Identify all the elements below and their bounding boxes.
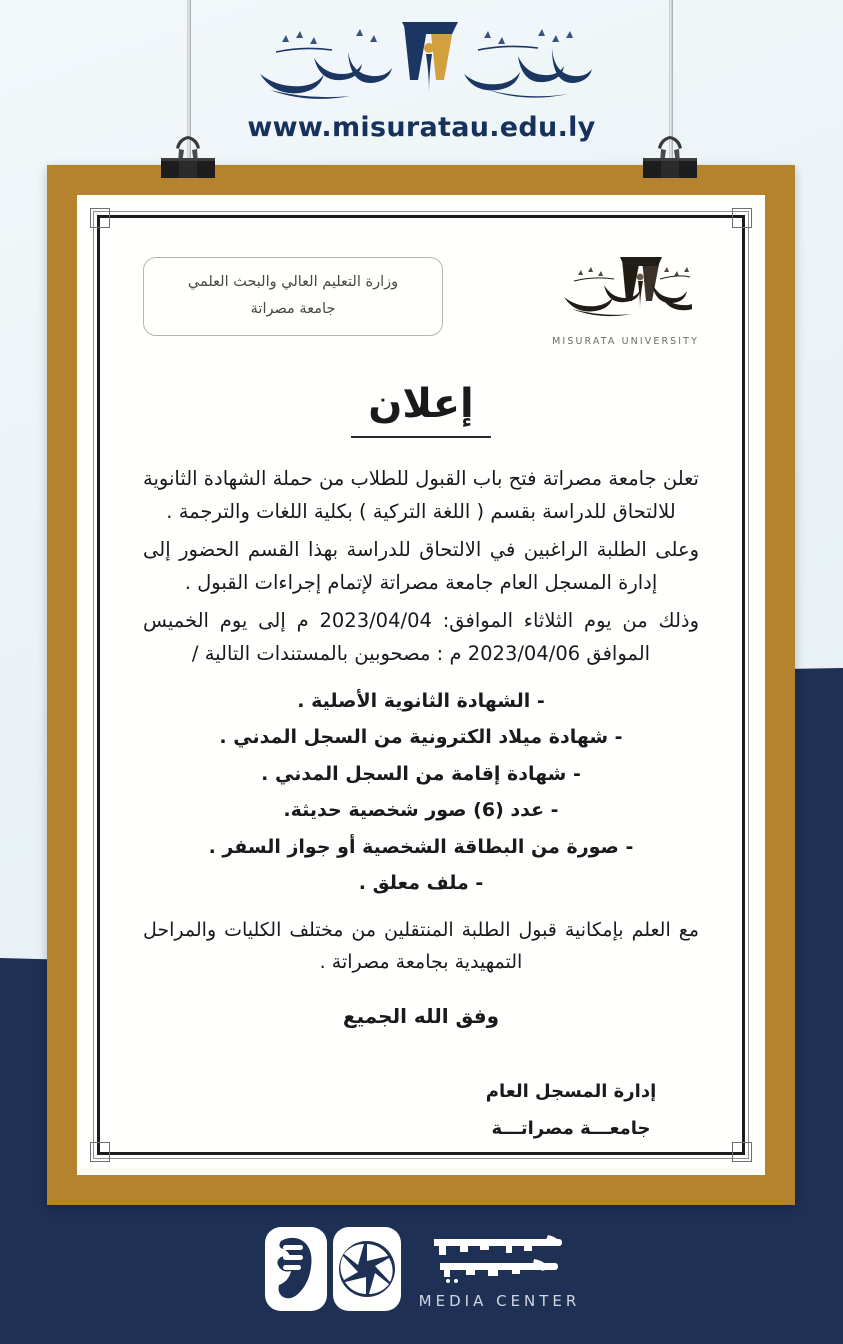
ministry-line-2: جامعة مصراتة [250,300,336,317]
border-corner-bottom-left [90,1142,110,1162]
title-underline [351,436,491,438]
university-seal [552,253,699,347]
website-url[interactable]: www.misuratau.edu.ly [247,112,596,143]
border-corner-top-right [732,208,752,228]
header-logo-block [0,18,843,143]
list-item: - الشهادة الثانوية الأصلية . [297,689,545,712]
gold-frame [47,165,795,1205]
border-corner-top-left [90,208,110,228]
page-title: إعلان [368,381,474,427]
blessing-text: وفق الله الجميع [342,1004,500,1029]
body-text [143,462,699,1148]
ministry-line-1: وزارة التعليم العالي والبحث العلمي [187,274,399,290]
binder-clip-right-icon [639,132,701,180]
signature-line-2: جامعـــة مصراتـــة [491,1117,651,1139]
list-item: - شهادة ميلاد الكترونية من السجل المدني . [219,726,623,749]
required-documents-list [143,683,699,902]
media-center-arabic-wordmark-icon [424,1233,576,1285]
binder-clip-left-icon [157,132,219,180]
media-center-logo-icon [263,1225,403,1317]
paragraph-1: تعلن جامعة مصراتة فتح باب القبول للطلاب من حملة الشهادة الثانوية للالتحاق للدراسة بقسم ( اللغة التركية ) بكلية اللغات والترجمة . [143,466,699,524]
paragraph-3: وذلك من يوم الثلاثاء الموافق: 2023/04/04 م إلى يوم الخميس الموافق 2023/04/06 م : مصحوبين بالمستندات التالية / [143,608,699,666]
signature-block [143,1074,843,1148]
university-logo-icon [252,18,592,110]
ministry-box [143,257,443,336]
university-seal-icon [560,255,692,331]
paragraph-2: وعلى الطلبة الراغبين في الالتحاق للدراسة بهذا القسم الحضور إلى إدارة المسجل العام جامعة مصراتة لإتمام إجراءات القبول . [143,537,699,595]
list-item: - شهادة إقامة من السجل المدني . [261,762,581,785]
transfer-note: مع العلم بإمكانية قبول الطلبة المنتقلين من مختلف الكليات والمراحل التمهيدية بجامعة مصراتة . [143,918,699,973]
university-seal-name-en: MISURATA UNIVERSITY [552,336,699,347]
document-header [143,253,699,347]
document-content [113,231,729,1141]
announcement-paper [77,195,765,1175]
media-center-text [419,1233,581,1310]
footer-media-center [0,1198,843,1344]
media-center-label-en: MEDIA CENTER [418,1291,581,1310]
title-block [143,381,699,438]
list-item: - صورة من البطاقة الشخصية أو جواز السفر . [208,835,634,858]
signature-line-1: إدارة المسجل العام [485,1081,657,1103]
list-item: - عدد (6) صور شخصية حديثة. [283,799,559,822]
list-item: - ملف معلق . [358,872,484,895]
